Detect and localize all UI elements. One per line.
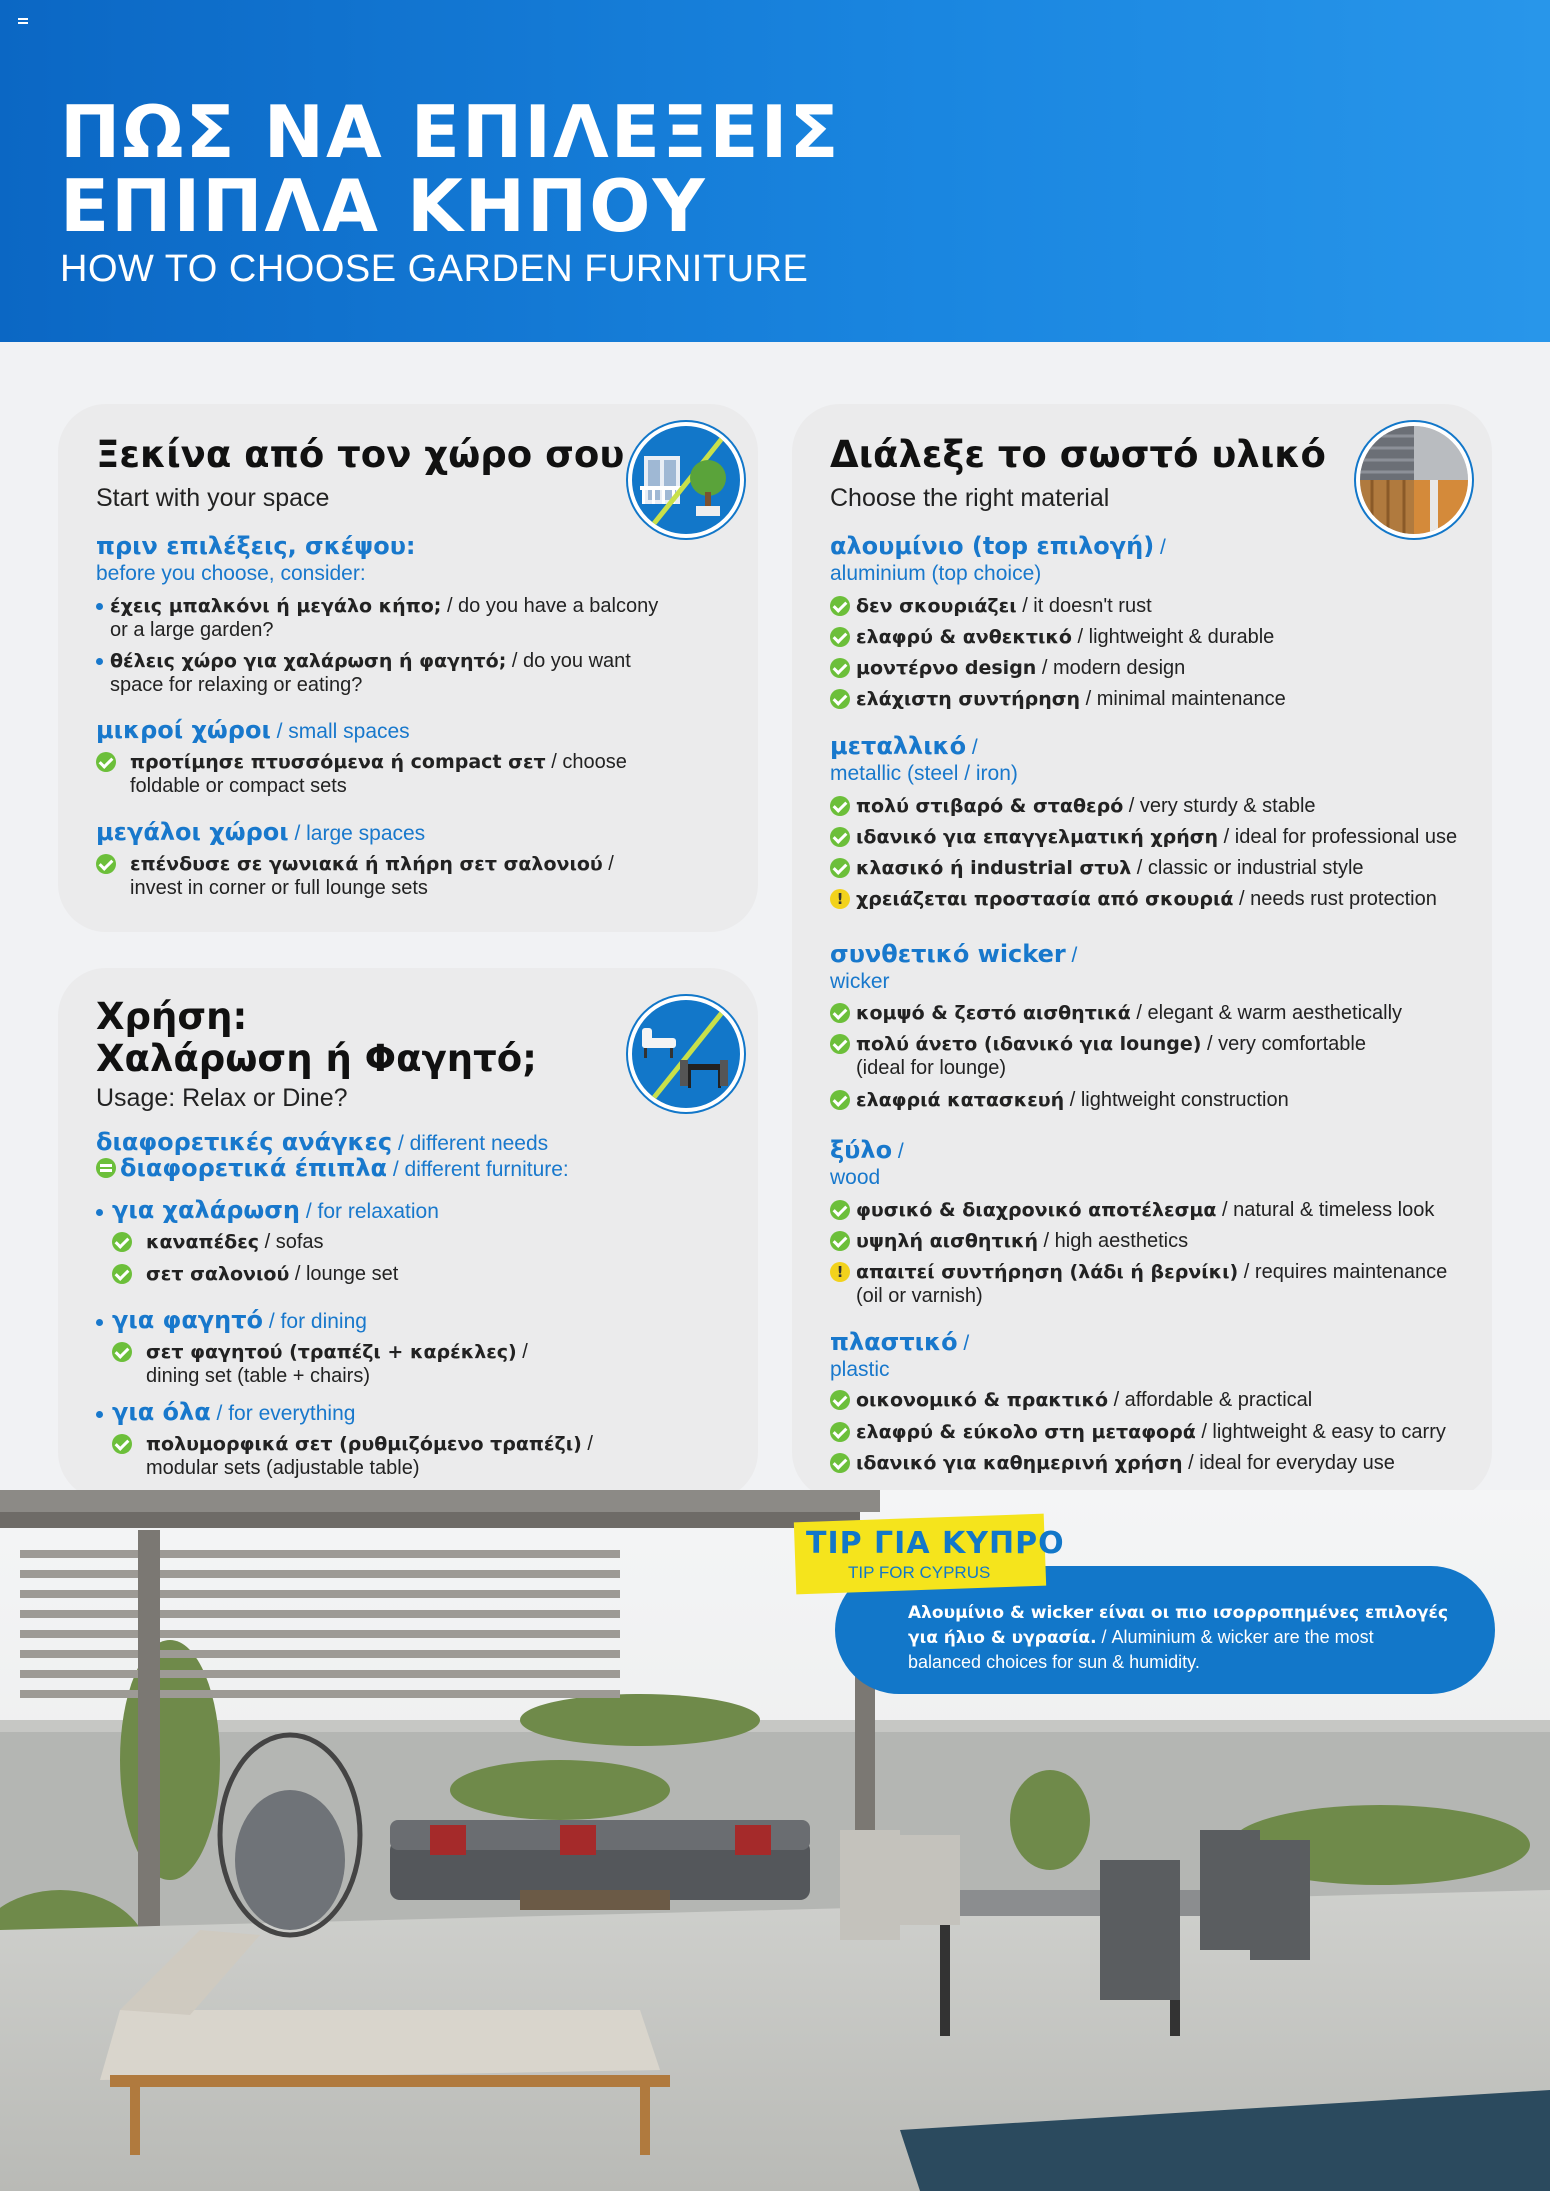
bullet-dot bbox=[96, 1319, 103, 1326]
check-icon bbox=[830, 689, 850, 709]
wicker-item: κομψό & ζεστό αισθητικά / elegant & warm aesthetically bbox=[856, 1002, 1403, 1024]
wicker-item-en: (ideal for lounge) bbox=[856, 1057, 1007, 1079]
check-icon bbox=[830, 1034, 850, 1054]
aluminium-item: δεν σκουριάζει / it doesn't rust bbox=[856, 595, 1152, 617]
warning-icon: ! bbox=[830, 889, 850, 909]
metal-item: κλασικό ή industrial στυλ / classic or industrial style bbox=[856, 857, 1364, 879]
tip-title: TIP ΓΙΑ ΚΥΠΡΟ bbox=[806, 1526, 1065, 1561]
aluminium-en: aluminium (top choice) bbox=[830, 562, 1042, 585]
aluminium-heading: αλουμίνιο (top επιλογή) / bbox=[830, 532, 1166, 560]
check-icon bbox=[830, 796, 850, 816]
check-icon bbox=[830, 1390, 850, 1410]
check-icon bbox=[830, 596, 850, 616]
relax-heading: για χαλάρωση / for relaxation bbox=[112, 1196, 439, 1224]
check-icon bbox=[112, 1342, 132, 1362]
space-card bbox=[58, 404, 758, 932]
aluminium-item: ελάχιστη συντήρηση / minimal maintenance bbox=[856, 688, 1286, 710]
page-subtitle: HOW TO CHOOSE GARDEN FURNITURE bbox=[60, 248, 809, 290]
page-title-line1: ΠΩΣ ΝΑ ΕΠΙΛΕΞΕΙΣ bbox=[60, 90, 841, 174]
check-icon bbox=[112, 1232, 132, 1252]
wicker-heading: συνθετικό wicker / bbox=[830, 940, 1078, 968]
usage-card-title-line1: Χρήση: bbox=[96, 995, 248, 1038]
dining-set-en: dining set (table + chairs) bbox=[146, 1365, 371, 1387]
header-banner bbox=[0, 0, 1550, 342]
check-icon bbox=[112, 1434, 132, 1454]
bullet-dot bbox=[96, 1411, 103, 1418]
wood-item: απαιτεί συντήρηση (λάδι ή βερνίκι) / requires maintenance bbox=[856, 1261, 1448, 1283]
everything-heading: για όλα / for everything bbox=[112, 1398, 356, 1426]
small-spaces-heading: μικροί χώροι / small spaces bbox=[96, 716, 410, 744]
lounge-dining-icon bbox=[628, 996, 744, 1112]
question-balcony-en: or a large garden? bbox=[110, 619, 274, 641]
space-card-title: Ξεκίνα από τον χώρο σου bbox=[96, 433, 625, 476]
check-icon bbox=[830, 1200, 850, 1220]
check-icon bbox=[96, 752, 116, 772]
large-spaces-tip-en: invest in corner or full lounge sets bbox=[130, 877, 428, 899]
question-relax-en: space for relaxing or eating? bbox=[110, 674, 363, 696]
tip-subtitle: TIP FOR CYPRUS bbox=[848, 1563, 991, 1582]
dining-heading: για φαγητό / for dining bbox=[112, 1306, 367, 1334]
furniture-heading: διαφορετικά έπιπλα / different furniture: bbox=[120, 1154, 569, 1182]
metal-heading: μεταλλικό / bbox=[830, 732, 978, 760]
modular-set-en: modular sets (adjustable table) bbox=[146, 1457, 420, 1479]
wicker-item: ελαφριά κατασκευή / lightweight construction bbox=[856, 1089, 1289, 1111]
material-card-subtitle: Choose the right material bbox=[830, 484, 1110, 512]
plastic-heading: πλαστικό / bbox=[830, 1328, 970, 1356]
plastic-item: ελαφρύ & εύκολο στη μεταφορά / lightweight & easy to carry bbox=[856, 1421, 1446, 1443]
check-icon bbox=[830, 827, 850, 847]
small-spaces-tip: προτίμησε πτυσσόμενα ή compact σετ / choose bbox=[130, 751, 627, 773]
dining-set: σετ φαγητού (τραπέζι + καρέκλες) / bbox=[146, 1341, 528, 1363]
plastic-en: plastic bbox=[830, 1358, 890, 1381]
wicker-item: πολύ άνετο (ιδανικό για lounge) / very comfortable bbox=[856, 1033, 1366, 1055]
material-swatch-icon bbox=[1356, 422, 1472, 538]
equals-icon bbox=[96, 1158, 116, 1178]
wood-item: υψηλή αισθητική / high aesthetics bbox=[856, 1230, 1189, 1252]
bullet-dot bbox=[96, 603, 103, 610]
consider-heading: πριν επιλέξεις, σκέψου: bbox=[96, 532, 416, 560]
check-icon bbox=[830, 658, 850, 678]
consider-en: before you choose, consider: bbox=[96, 562, 366, 585]
large-spaces-tip: επένδυσε σε γωνιακά ή πλήρη σετ σαλονιού / bbox=[130, 853, 614, 875]
wood-heading: ξύλο / bbox=[830, 1136, 904, 1164]
aluminium-item: μοντέρνο design / modern design bbox=[856, 657, 1186, 679]
relax-lounge: σετ σαλονιού / lounge set bbox=[146, 1263, 399, 1285]
tip-text: Αλουμίνιο & wicker είναι οι πιο ισορροπημένες επιλογές για ήλιο & υγρασία. / Aluminium & wicker are the most balanced choices for sun & humidity. bbox=[908, 1603, 1449, 1672]
bullet-dot bbox=[96, 1209, 103, 1216]
wicker-en: wicker bbox=[830, 970, 890, 993]
question-relax: θέλεις χώρο για χαλάρωση ή φαγητό; / do you want bbox=[110, 650, 631, 672]
check-icon bbox=[830, 1422, 850, 1442]
space-card-subtitle: Start with your space bbox=[96, 484, 330, 512]
check-icon bbox=[830, 627, 850, 647]
question-balcony: έχεις μπαλκόνι ή μεγάλο κήπο; / do you have a balcony bbox=[110, 595, 659, 617]
plastic-item: ιδανικό για καθημερινή χρήση / ideal for everyday use bbox=[856, 1452, 1395, 1474]
aluminium-item: ελαφρύ & ανθεκτικό / lightweight & durable bbox=[856, 626, 1275, 648]
check-icon bbox=[830, 1453, 850, 1473]
material-card-title: Διάλεξε το σωστό υλικό bbox=[830, 433, 1326, 476]
balcony-garden-icon bbox=[628, 422, 744, 538]
page-title-line2: ΕΠΙΠΛΑ ΚΗΠΟΥ bbox=[60, 164, 707, 248]
small-spaces-tip-en: foldable or compact sets bbox=[130, 775, 347, 797]
material-card bbox=[792, 404, 1492, 1500]
check-icon bbox=[112, 1264, 132, 1284]
usage-card-title-line2: Χαλάρωση ή Φαγητό; bbox=[96, 1037, 537, 1080]
menu-icon[interactable] bbox=[18, 18, 28, 26]
check-icon bbox=[96, 854, 116, 874]
wood-item: φυσικό & διαχρονικό αποτέλεσμα / natural & timeless look bbox=[856, 1199, 1435, 1221]
wood-item-en: (oil or varnish) bbox=[856, 1285, 983, 1307]
metal-en: metallic (steel / iron) bbox=[830, 762, 1018, 785]
modular-set: πολυμορφικά σετ (ρυθμιζόμενο τραπέζι) / bbox=[146, 1433, 593, 1455]
metal-item: ιδανικό για επαγγελματική χρήση / ideal for professional use bbox=[856, 826, 1458, 848]
bullet-dot bbox=[96, 658, 103, 665]
check-icon bbox=[830, 1231, 850, 1251]
warning-icon: ! bbox=[830, 1262, 850, 1282]
metal-item: πολύ στιβαρό & σταθερό / very sturdy & stable bbox=[856, 795, 1316, 817]
relax-sofas: καναπέδες / sofas bbox=[146, 1231, 324, 1253]
needs-heading: διαφορετικές ανάγκες / different needs bbox=[96, 1128, 549, 1156]
check-icon bbox=[830, 1003, 850, 1023]
metal-item: χρειάζεται προστασία από σκουριά / needs rust protection bbox=[856, 888, 1437, 910]
usage-card bbox=[58, 968, 758, 1500]
plastic-item: οικονομικό & πρακτικό / affordable & practical bbox=[856, 1389, 1313, 1411]
wood-en: wood bbox=[830, 1166, 881, 1189]
large-spaces-heading: μεγάλοι χώροι / large spaces bbox=[96, 818, 426, 846]
usage-card-subtitle: Usage: Relax or Dine? bbox=[96, 1084, 348, 1112]
check-icon bbox=[830, 858, 850, 878]
check-icon bbox=[830, 1090, 850, 1110]
